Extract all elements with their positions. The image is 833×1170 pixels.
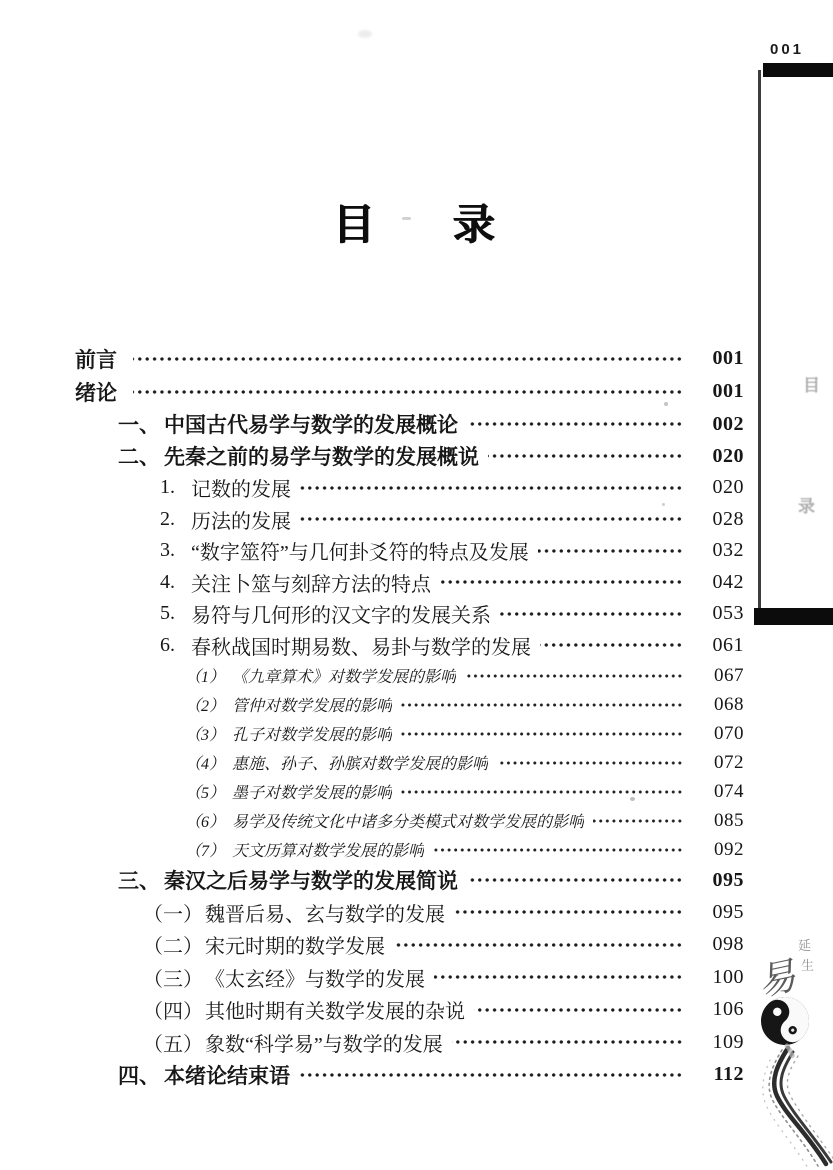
toc-row (68, 408, 744, 440)
dot-leader (452, 1040, 685, 1044)
toc-entry-page: 028 (712, 507, 744, 530)
toc-entry-label: 惠施、孙子、孙膑对数学发展的影响 (232, 756, 489, 773)
toc-entry-number: （2） (185, 698, 226, 715)
toc-entry-label: 历法的发展 (191, 510, 291, 533)
dot-leader (401, 790, 685, 794)
toc-entry-number: （3） (185, 727, 226, 744)
toc-entry-number: （5） (185, 785, 226, 802)
toc-row (68, 504, 744, 536)
scan-speck (630, 797, 635, 801)
dot-leader (433, 848, 685, 852)
folio-page-number: 001 (770, 41, 805, 58)
dot-leader (300, 486, 685, 490)
dot-leader (394, 943, 685, 947)
seal-char: 生 (801, 958, 815, 973)
dot-leader (465, 674, 685, 678)
dot-leader (500, 612, 685, 616)
toc-entry-page: 002 (712, 412, 744, 435)
scan-speck (402, 217, 411, 220)
toc-entry-page: 020 (712, 444, 744, 467)
toc-entry-number: （6） (185, 814, 226, 831)
toc-entry-number: 3. (160, 539, 175, 562)
toc-entry-page: 106 (712, 998, 744, 1021)
toc-entry-page: 053 (712, 602, 744, 625)
toc-row (68, 748, 744, 777)
dot-leader (401, 732, 685, 736)
toc-entry-page: 092 (714, 838, 744, 860)
seal-char: 延 (798, 938, 812, 953)
dot-leader (467, 878, 685, 882)
toc-entry-number: 四、 (118, 1063, 160, 1088)
margin-rule-vertical (758, 70, 761, 610)
toc-entry-label: “数字筮符”与几何卦爻符的特点及发展 (191, 542, 529, 565)
toc-entry-number: （1） (185, 669, 226, 686)
brush-decoration (730, 900, 833, 1170)
toc-entry-label: 其他时期有关数学发展的杂说 (205, 1001, 465, 1024)
toc-entry-label: 管仲对数学发展的影响 (232, 698, 393, 715)
toc-row (68, 994, 744, 1027)
toc-entry-label: 宋元时期的数学发展 (205, 936, 385, 959)
toc-row (68, 864, 744, 896)
toc-entry-page: 001 (712, 347, 744, 369)
dot-leader (401, 703, 685, 707)
toc-row (68, 661, 744, 690)
toc-entry-page: 068 (714, 693, 744, 715)
dot-leader (474, 1008, 685, 1012)
toc-entry-label: 墨子对数学发展的影响 (232, 785, 393, 802)
toc-entry-label: 《九章算术》对数学发展的影响 (232, 669, 457, 686)
toc-entry-label: 绪论 (75, 380, 117, 405)
dot-leader (133, 390, 685, 394)
toc-entry-page: 067 (714, 664, 744, 686)
toc-row (68, 835, 744, 864)
dot-leader (467, 422, 685, 426)
dot-leader (488, 454, 685, 458)
toc-entry-number: 二、 (118, 445, 160, 469)
toc-row (68, 1026, 744, 1059)
toc-row (68, 440, 744, 472)
toc-entry-number: 6. (160, 633, 175, 656)
toc-row (68, 630, 744, 662)
margin-bar-top (763, 63, 833, 77)
toc-entry-number: （一） (143, 903, 203, 926)
toc-entry-page: 109 (712, 1030, 744, 1053)
toc-entry-number: 4. (160, 570, 175, 593)
page-title (333, 202, 495, 248)
dot-leader (593, 819, 685, 823)
scan-speck (662, 503, 665, 506)
dot-leader (497, 761, 685, 765)
toc-entry-label: 易学及传统文化中诸多分类模式对数学发展的影响 (232, 814, 585, 831)
toc-entry-label: 中国古代易学与数学的发展概论 (164, 413, 458, 437)
toc-row (68, 1059, 744, 1091)
dot-leader (538, 549, 685, 553)
toc-entry-page: 032 (712, 539, 744, 562)
toc-entry-page: 085 (714, 809, 744, 831)
toc-entry-page: 100 (712, 965, 744, 988)
toc-row (68, 961, 744, 994)
title-char-mu: 目 (333, 201, 376, 248)
toc-entry-page: 042 (712, 570, 744, 593)
toc-entry-page: 070 (714, 722, 744, 744)
toc-entry-number: 2. (160, 507, 175, 530)
toc-entry-label: 易符与几何形的汉文字的发展关系 (191, 605, 491, 628)
toc-entry-label: 《太玄经》与数学的发展 (205, 968, 425, 991)
dot-leader (454, 910, 685, 914)
toc-row (68, 342, 744, 375)
toc-entry-page: 072 (714, 751, 744, 773)
toc-entry-number: （7） (185, 843, 226, 860)
toc-entry-label: 秦汉之后易学与数学的发展简说 (164, 869, 458, 893)
brush-strokes (763, 1046, 833, 1168)
toc-row (68, 690, 744, 719)
toc-entry-page: 098 (712, 933, 744, 956)
toc-entry-label: 春秋战国时期易数、易卦与数学的发展 (191, 636, 531, 659)
toc-row (68, 375, 744, 408)
toc-entry-page: 074 (714, 780, 744, 802)
margin-bar-bottom (754, 608, 833, 625)
toc-entry-number: （五） (143, 1033, 203, 1056)
toc-row (68, 535, 744, 567)
dot-leader (540, 643, 685, 647)
toc-entry-number: 5. (160, 602, 175, 625)
scan-speck (358, 30, 372, 38)
toc-entry-number: 一、 (118, 413, 160, 437)
toc-entry-label: 孔子对数学发展的影响 (232, 727, 393, 744)
toc-entry-label: 记数的发展 (191, 479, 291, 502)
scan-speck (664, 402, 668, 406)
toc-row (68, 777, 744, 806)
dot-leader (440, 580, 685, 584)
toc-list (68, 342, 744, 1091)
margin-running-head-char: 录 (798, 497, 815, 516)
toc-row (68, 806, 744, 835)
toc-entry-page: 095 (712, 900, 744, 923)
toc-row (68, 598, 744, 630)
toc-entry-number: 三、 (118, 869, 160, 893)
toc-entry-number: （二） (143, 936, 203, 959)
toc-entry-number: （三） (143, 968, 203, 991)
toc-entry-page: 095 (712, 868, 744, 891)
toc-entry-label: 天文历算对数学发展的影响 (232, 843, 425, 860)
toc-entry-label: 关注卜筮与刻辞方法的特点 (191, 573, 431, 596)
toc-entry-page: 020 (712, 476, 744, 499)
toc-entry-label: 象数“科学易”与数学的发展 (205, 1033, 443, 1056)
toc-entry-number: （四） (143, 1001, 203, 1024)
dot-leader (300, 517, 685, 521)
toc-row (68, 929, 744, 962)
toc-entry-number: （4） (185, 756, 226, 773)
toc-entry-number: 1. (160, 476, 175, 499)
dot-leader (133, 357, 685, 361)
toc-entry-label: 先秦之前的易学与数学的发展概说 (164, 445, 479, 469)
toc-entry-page: 061 (712, 633, 744, 656)
toc-row (68, 896, 744, 929)
toc-entry-page: 112 (713, 1063, 744, 1085)
toc-entry-page: 001 (712, 380, 744, 402)
toc-row (68, 472, 744, 504)
title-char-lu: 录 (453, 201, 496, 248)
dot-leader (299, 1073, 685, 1077)
toc-row (68, 719, 744, 748)
toc-row (68, 567, 744, 599)
yi-calligraphy-char: 易 (754, 955, 800, 1005)
margin-running-head-char: 目 (803, 376, 820, 395)
dot-leader (434, 975, 685, 979)
toc-entry-label: 前言 (75, 347, 117, 372)
toc-entry-label: 本绪论结束语 (164, 1063, 290, 1088)
toc-entry-label: 魏晋后易、玄与数学的发展 (205, 903, 445, 926)
